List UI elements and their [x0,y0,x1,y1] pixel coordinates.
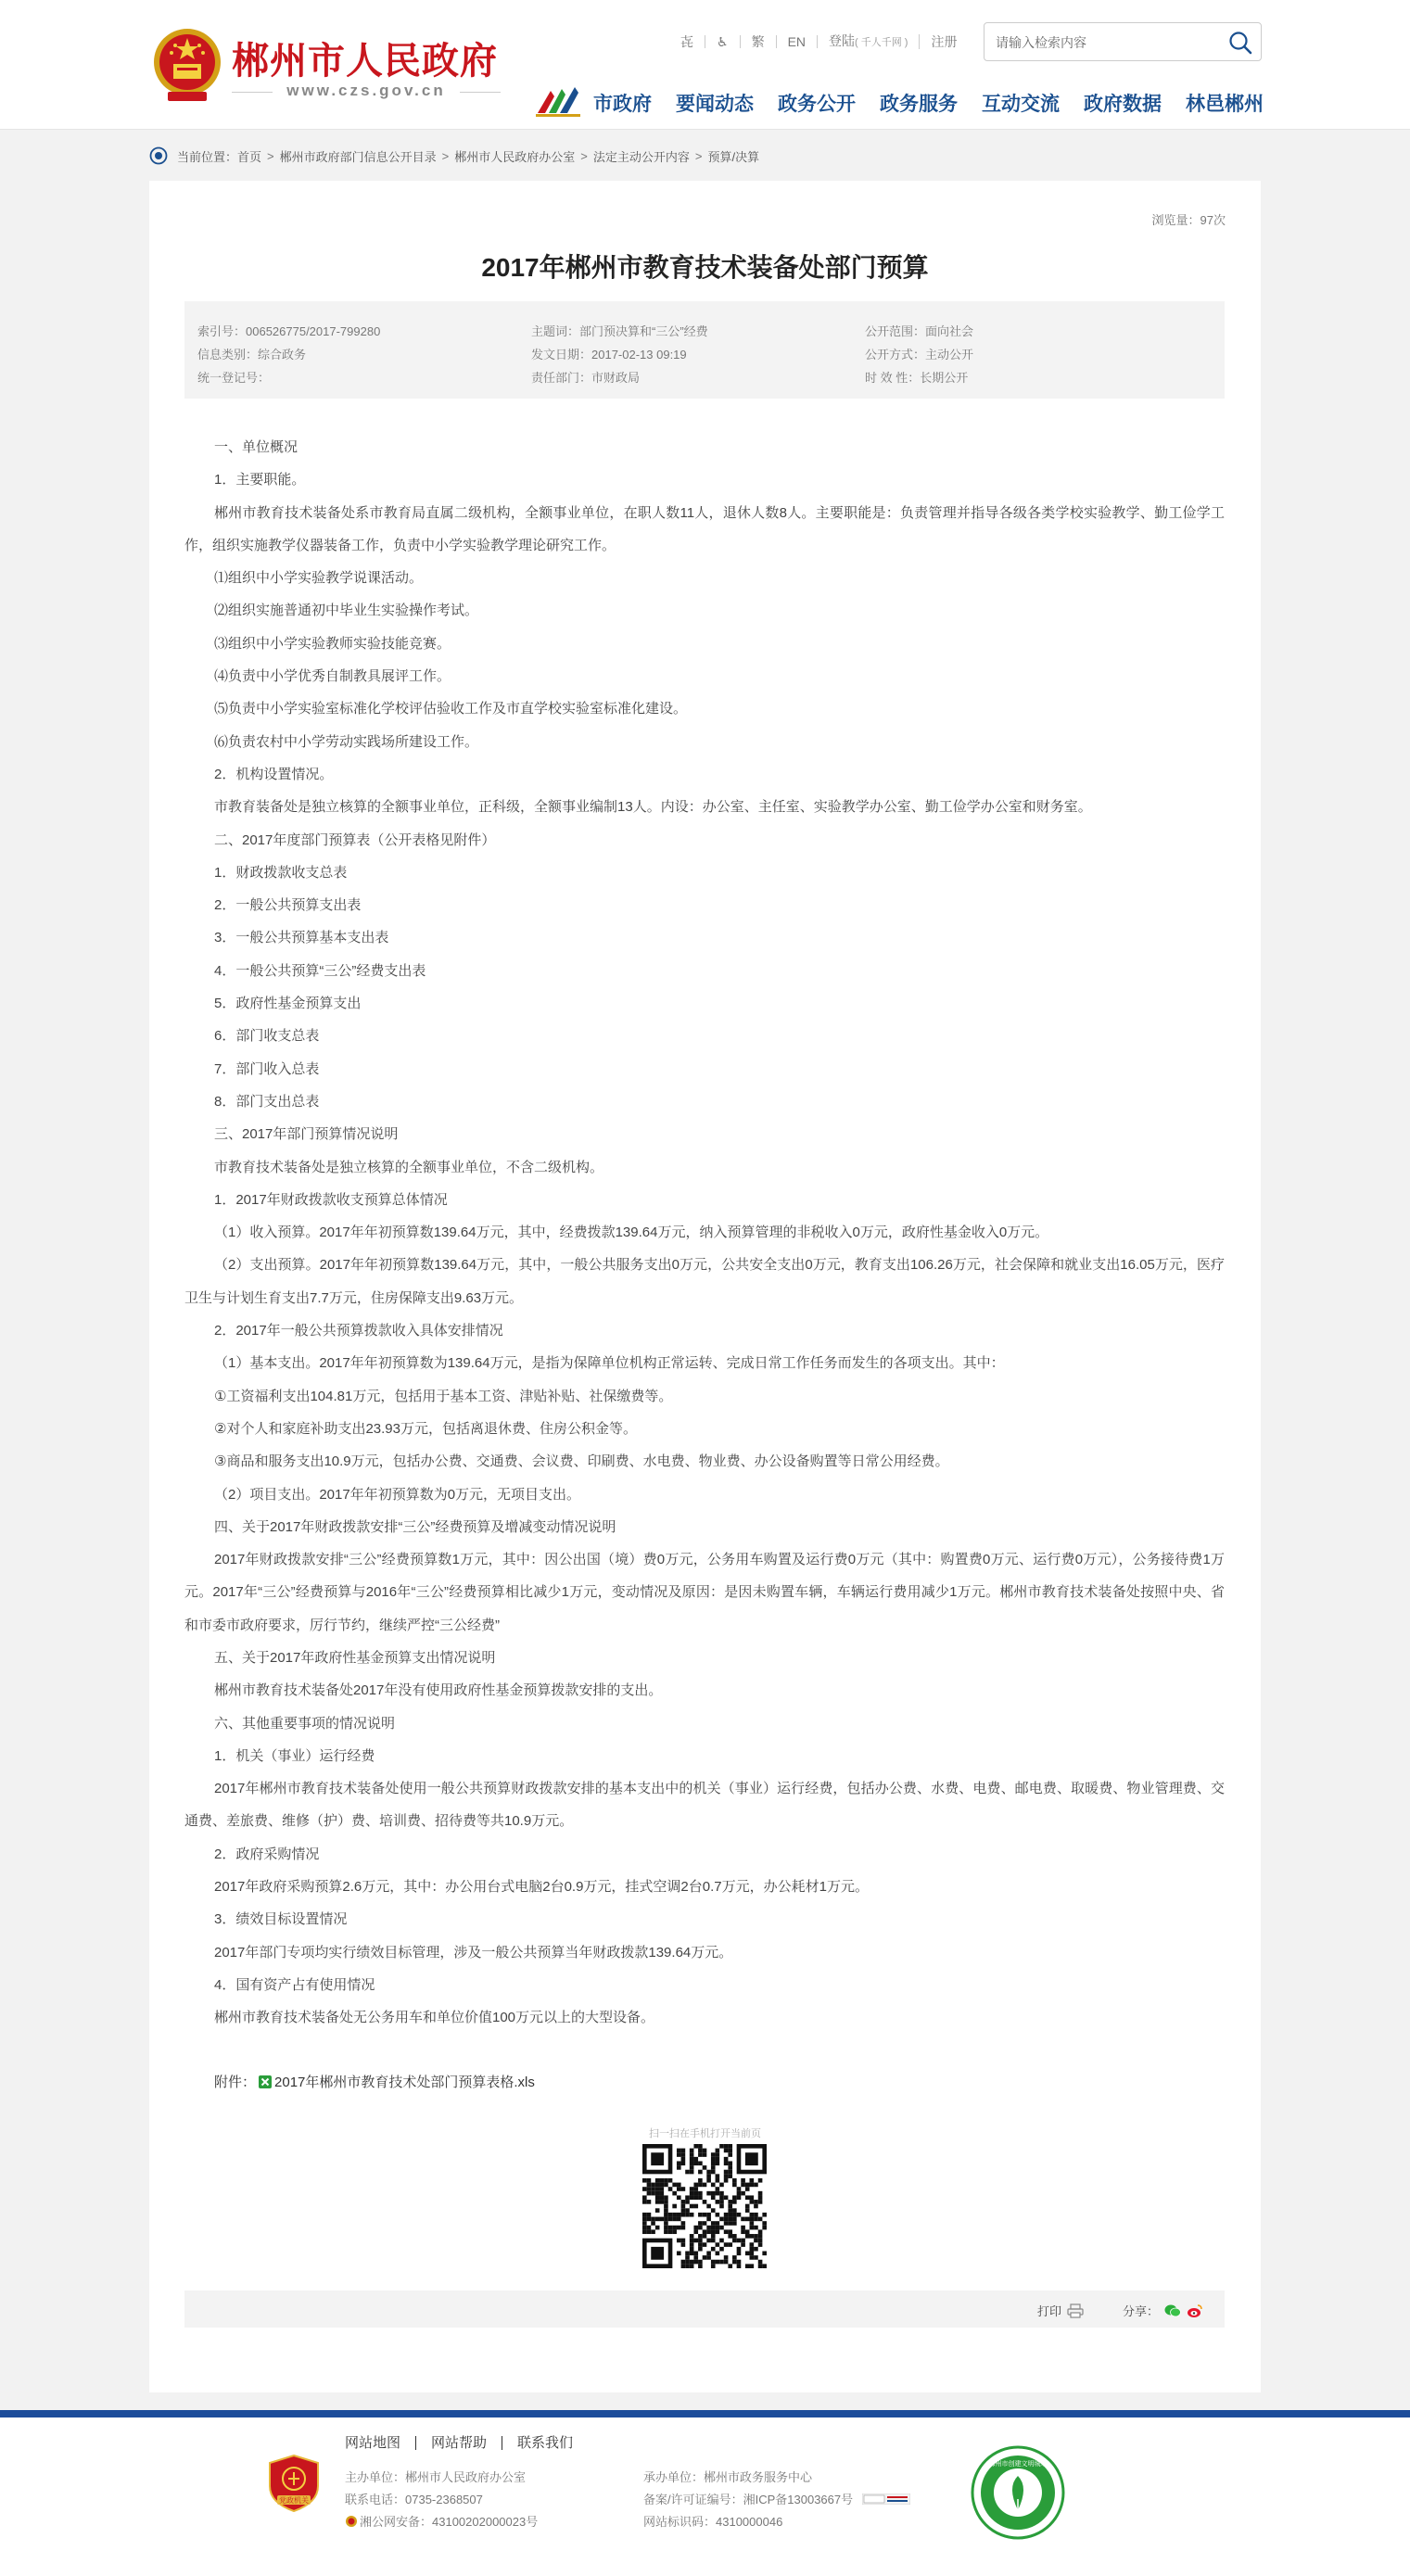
party-govt-badge-icon[interactable] [269,2455,319,2512]
article-paragraph: 1．主要职能。 [214,472,306,489]
article-paragraph: 郴州市教育技术装备处2017年没有使用政府性基金预算拨款安排的支出。 [214,1682,663,1699]
article-paragraph: 6．部门收支总表 [214,1028,320,1045]
footer-links [345,2436,588,2450]
article-paragraph: 2017年郴州市教育技术装备处使用一般公共预算财政拨款安排的基本支出中的机关（事业）运行经费，包括办公费、水费、电费、邮电费、取暖费、物业管理费、交通费、差旅费、维修（护）费、培训费、招待费等共10.9万元。 [184,1781,1225,1830]
meta-dept: 责任部门：市财政局 [531,371,641,385]
footer-divider [0,2410,1410,2417]
article-paragraph: 2．政府采购情况 [214,1846,320,1862]
article-paragraph: 郴州市教育技术装备处无公务用车和单位价值100万元以上的大型设备。 [214,2010,655,2026]
footer-link-sitemap[interactable]: 网站地图 [345,2436,416,2450]
article-paragraph: 3．一般公共预算基本支出表 [214,930,389,946]
nav-item-linyi-chenzhou[interactable]: 林邑郴州 [1186,94,1264,115]
footer-organizer: 承办单位：郴州市政务服务中心 [643,2470,813,2484]
article-paragraph: 六、其他重要事项的情况说明 [214,1715,396,1732]
article-paragraph: ③商品和服务支出10.9万元，包括办公费、交通费、会议费、印刷费、水电费、物业费、办公设备购置等日常公用经费。 [214,1453,949,1470]
search-icon[interactable] [1227,30,1253,56]
site-title[interactable]: 郴州市人民政府 [232,41,498,82]
footer-link-contact[interactable]: 联系我们 [517,2435,574,2451]
article-paragraph: ②对个人和家庭补助支出23.93万元，包括离退休费、住房公积金等。 [214,1420,637,1437]
site-footer [0,2417,1410,2576]
nav-item-news[interactable]: 要闻动态 [676,94,754,115]
qr-caption: 扫一扫在手机打开当前页 [649,2128,761,2139]
article-paragraph: 2017年财政拨款安排“三公”经费预算数1万元，其中：因公出国（境）费0万元，公务用车购置及运行费0万元（其中：购置费0万元、运行费0万元），公务接待费1万元。2017年“三公”经费预算与2016年“三公”经费预算相比减少1万元，变动情况及原因：是因未购置车辆，车辆运行费用减少1万元。郴州市教育技术装备处按照中央、省和市委市政府要求，厉行节约，继续严控“三公经费” [184,1552,1225,1633]
nav-item-interaction[interactable]: 互动交流 [982,94,1060,115]
printer-icon [1067,2303,1084,2318]
page-title: 2017年郴州市教育技术装备处部门预算 [481,253,929,282]
article-paragraph: ⑸负责中小学实验室标准化学校评估验收工作及市直学校实验室标准化建设。 [214,701,688,717]
national-emblem-icon [151,25,223,105]
site-url: www.czs.gov.cn [232,82,501,100]
breadcrumb-separator: > [580,148,588,163]
article-paragraph: 2017年政府采购预算2.6万元，其中：办公用台式电脑2台0.9万元，挂式空调2台0.7万元，办公耗材1万元。 [214,1879,869,1896]
breadcrumb [149,146,759,165]
top-links [669,32,968,52]
site-header [0,0,1410,130]
police-badge-icon [345,2515,358,2528]
badge-text: 党政机关 [279,2496,309,2505]
breadcrumb-home[interactable]: 首页 [237,149,262,164]
breadcrumb-budget[interactable]: 预算/决算 [707,149,760,164]
footer-phone: 联系电话：0735-2368507 [345,2493,483,2506]
nav-item-gov-services[interactable]: 政务服务 [880,94,958,115]
share-label: 分享： [1123,2304,1160,2318]
article-paragraph: 1．财政拨款收支总表 [214,864,348,881]
article-paragraph: ①工资福利支出104.81万元，包括用于基本工资、津贴补贴、社保缴费等。 [214,1388,673,1404]
article-paragraph: ⑴组织中小学实验教学说课活动。 [214,570,424,587]
article-paragraph: 市教育装备处是独立核算的全额事业单位，正科级，全额事业编制13人。内设：办公室、主任室、实验教学办公室、勤工俭学办公室和财务室。 [214,799,1092,816]
article-paragraph: 3．绩效目标设置情况 [214,1911,348,1928]
print-button[interactable] [1037,2302,1084,2319]
nav-item-government[interactable]: 市政府 [593,94,652,115]
breadcrumb-label: 当前位置： [177,149,238,164]
location-icon [149,146,168,165]
register-link[interactable]: 注册 [931,34,958,49]
print-label: 打印 [1037,2304,1062,2318]
article-paragraph: ⑵组织实施普通初中毕业生实验操作考试。 [214,603,479,619]
breadcrumb-separator: > [694,148,703,163]
article-paragraph: 1．机关（事业）运行经费 [214,1747,375,1764]
article-paragraph: 市教育技术装备处是独立核算的全额事业单位，不含二级机构。 [214,1159,604,1175]
cnzz-stats-icon[interactable] [862,2494,910,2505]
article-paragraph: 4．国有资产占有使用情况 [214,1976,375,1993]
article-paragraph: （2）项目支出。2017年年初预算数为0万元，无项目支出。 [214,1486,581,1503]
wechat-icon[interactable] [1164,2303,1181,2318]
footer-icp[interactable] [643,2490,910,2507]
article-body [184,431,1225,2035]
article-paragraph: 2．机构设置情况。 [214,766,334,782]
article-paragraph: （1）收入预算。2017年年初预算数139.64万元，其中，经费拨款139.64万元，纳入预算管理的非税收入0万元，政府性基金收入0万元。 [214,1225,1049,1241]
meta-scope: 公开范围：面向社会 [865,324,974,338]
footer-link-help[interactable]: 网站帮助 [416,2436,502,2450]
article-paragraph: ⑷负责中小学优秀自制教具展评工作。 [214,668,451,685]
article-panel [149,181,1261,2392]
weibo-icon[interactable] [1187,2303,1203,2318]
footer-host: 主办单位：郴州市人民政府办公室 [345,2470,527,2484]
view-count: 浏览量：97次 [1151,213,1226,227]
footer-police-record[interactable] [345,2512,538,2530]
attachment [214,2072,535,2091]
article-paragraph: （1）基本支出。2017年年初预算数为139.64万元，是指为保障单位机构正常运转、完成日常工作任务而发生的各项支出。其中： [214,1355,1005,1372]
attachment-link[interactable]: 2017年郴州市教育技术处部门预算表格.xls [274,2075,535,2090]
article-paragraph: 2．2017年一般公共预算拨款收入具体安排情况 [214,1323,503,1339]
english-link[interactable]: EN [777,35,818,48]
article-paragraph: 2．一般公共预算支出表 [214,897,362,914]
article-paragraph: 5．政府性基金预算支出 [214,996,362,1012]
search-box [984,22,1262,61]
meta-topic: 主题词：部门预决算和“三公”经费 [531,324,708,338]
breadcrumb-statutory-content[interactable]: 法定主动公开内容 [592,149,690,164]
seal-text: 郴州市创建文明城市 [988,2460,1048,2468]
city-logo-icon [534,83,582,119]
meta-category: 信息类别：综合政务 [197,348,307,362]
share-bar [184,2290,1225,2328]
breadcrumb-separator: > [267,148,274,163]
qr-code-icon [642,2144,767,2268]
footer-police-text: 湘公网安备：43100202000023号 [360,2515,539,2529]
login-note: ( 千人千网 ) [855,37,908,48]
main-nav [593,89,1288,117]
breadcrumb-directory[interactable]: 郴州市政府部门信息公开目录 [279,149,437,164]
login-label: 登陆 [829,33,856,48]
article-paragraph: 三、2017年部门预算情况说明 [214,1126,399,1143]
meta-method: 公开方式：主动公开 [865,348,974,362]
attachment-label: 附件： [214,2075,257,2090]
nav-item-gov-affairs-open[interactable]: 政务公开 [778,94,856,115]
share-group [1123,2302,1203,2319]
footer-icp-text: 备案/许可证编号：湘ICP备13003667号 [643,2493,854,2506]
meta-unified-no: 统一登记号： [197,371,271,385]
document-meta [184,301,1225,399]
footer-site-id: 网站标识码：4310000046 [643,2515,783,2529]
article-paragraph: ⑶组织中小学实验教师实验技能竞赛。 [214,635,451,652]
article-paragraph: 五、关于2017年政府性基金预算支出情况说明 [214,1649,496,1666]
excel-file-icon [258,2075,273,2089]
login-link[interactable] [818,34,920,49]
meta-validity: 时 效 性：长期公开 [865,371,969,385]
article-paragraph: 2017年部门专项均实行绩效目标管理，涉及一般公共预算当年财政拨款139.64万元。 [214,1944,733,1961]
article-paragraph: ⑹负责农村中小学劳动实践场所建设工作。 [214,733,479,750]
meta-index-no: 索引号：006526775/2017-799280 [197,324,381,338]
article-paragraph: （2）支出预算。2017年年初预算数139.64万元，其中，一般公共服务支出0万元，公共安全支出0万元，教育支出106.26万元，社会保障和就业支出16.05万元，医疗卫生与计划生育支出7.7万元，住房保障支出9.63万元。 [184,1257,1225,1306]
article-paragraph: 4．一般公共预算“三公”经费支出表 [214,962,426,979]
nav-item-gov-data[interactable]: 政府数据 [1084,94,1162,115]
article-paragraph: 1．2017年财政拨款收支预算总体情况 [214,1191,448,1208]
meta-date: 发文日期：2017-02-13 09:19 [531,348,687,362]
article-paragraph: 一、单位概况 [214,439,299,455]
civilized-city-seal-icon[interactable] [971,2445,1065,2540]
elder-mode-link[interactable]: 㐂 [669,35,705,48]
traditional-chinese-link[interactable]: 繁 [741,35,777,48]
article-paragraph: 二、2017年度部门预算表（公开表格见附件） [214,831,496,848]
article-paragraph: 四、关于2017年财政拨款安排“三公”经费预算及增减变动情况说明 [214,1518,616,1535]
breadcrumb-office[interactable]: 郴州市人民政府办公室 [454,149,576,164]
breadcrumb-separator: > [441,148,450,163]
article-paragraph: 7．部门收入总表 [214,1060,320,1077]
search-input[interactable] [996,32,1218,53]
article-paragraph: 8．部门支出总表 [214,1093,320,1110]
article-paragraph: 郴州市教育技术装备处系市教育局直属二级机构，全额事业单位，在职人数11人，退休人数8人。主要职能是：负责管理并指导各级各类学校实验教学、勤工俭学工作，组织实施教学仪器装备工作，负责中小学实验教学理论研究工作。 [184,504,1225,553]
accessibility-icon[interactable]: ♿ [705,35,741,48]
